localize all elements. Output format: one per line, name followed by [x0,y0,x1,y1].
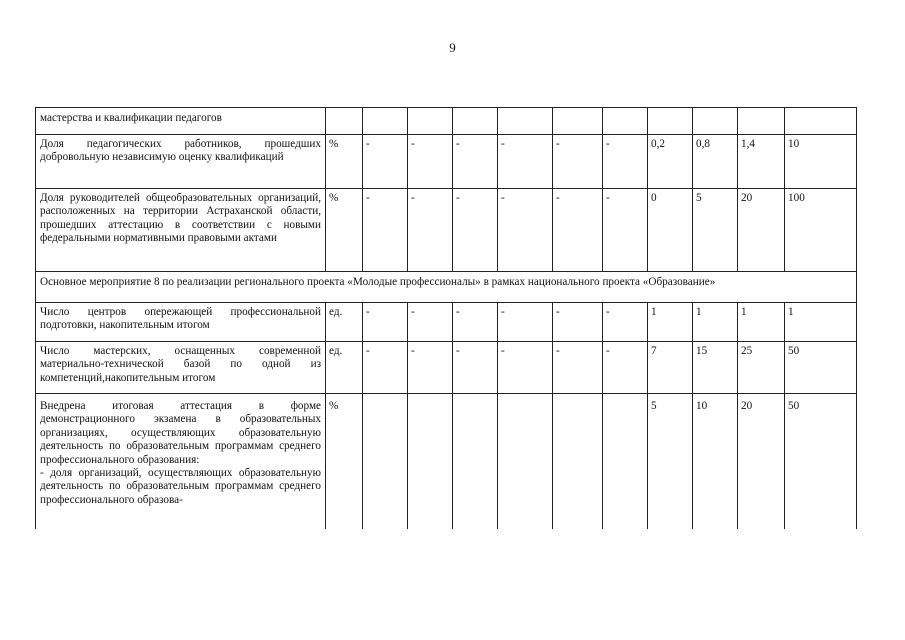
indicator-value: 1 [693,303,738,342]
indicator-unit: % [326,189,363,272]
indicator-value: - [603,189,648,272]
indicator-value: - [553,189,603,272]
indicator-value: - [603,342,648,394]
indicator-value: 50 [785,394,857,530]
indicator-description-sub: - доля организаций, осуществляющих образовательную деятельность по образовательным программам среднего профессионального образова- [40,467,321,506]
indicator-value: 20 [738,189,785,272]
indicator-value: - [408,342,453,394]
table-row [36,108,857,135]
indicator-description [36,394,326,530]
indicator-value: - [553,135,603,189]
indicator-value [363,108,408,135]
indicator-value: - [363,135,408,189]
indicator-value: - [363,189,408,272]
indicator-value [408,394,453,530]
indicator-value: 5 [693,189,738,272]
indicator-description-main: Внедрена итоговая аттестация в форме демонстрационного экзамена в образовательных организациях, осуществляющих образовательную деятельность по образовательным программам среднего профессионального образования: [40,400,321,466]
indicator-value [785,108,857,135]
indicator-value: 1 [738,303,785,342]
indicator-value [408,108,453,135]
indicator-value: - [453,189,498,272]
indicator-value [453,108,498,135]
indicator-value [603,108,648,135]
indicator-value: - [408,303,453,342]
indicator-value: - [408,189,453,272]
indicator-value: 7 [648,342,693,394]
indicator-unit: ед. [326,303,363,342]
indicator-value: 0,2 [648,135,693,189]
indicator-value [648,108,693,135]
indicator-value [603,394,648,530]
indicator-unit: % [326,135,363,189]
indicator-value: - [363,342,408,394]
indicator-value: 0 [648,189,693,272]
indicator-value: - [408,135,453,189]
indicator-value: - [603,303,648,342]
indicator-description: Доля педагогических работников, прошедших добровольную независимую оценку квалификаций [36,135,326,189]
indicator-description: Доля руководителей общеобразовательных организаций, расположенных на территории Астраханской области, прошедших аттестацию в соответствии с новыми федеральными нормативными правовыми актами [36,189,326,272]
indicator-value: 10 [693,394,738,530]
indicator-value: 1 [785,303,857,342]
indicator-value: - [603,135,648,189]
indicator-value [693,108,738,135]
indicator-unit: ед. [326,342,363,394]
indicator-value [498,394,553,530]
indicator-value: - [498,303,553,342]
indicator-value: 25 [738,342,785,394]
table-row [36,272,857,303]
table-row [36,394,857,530]
indicator-value: 1 [648,303,693,342]
indicator-value: 20 [738,394,785,530]
indicator-value: - [553,303,603,342]
indicator-value [553,108,603,135]
indicator-value: - [498,342,553,394]
indicator-value [363,394,408,530]
indicator-value: 50 [785,342,857,394]
indicator-value: - [453,135,498,189]
table-row [36,189,857,272]
indicator-value: - [453,342,498,394]
indicator-value: 1,4 [738,135,785,189]
indicators-table [35,107,857,529]
table-row [36,135,857,189]
indicator-value: 100 [785,189,857,272]
indicator-value: 0,8 [693,135,738,189]
section-heading: Основное мероприятие 8 по реализации регионального проекта «Молодые профессионалы» в рамках национального проекта «Образование» [36,272,857,303]
page-number: 9 [449,40,456,55]
indicator-value: - [453,303,498,342]
indicator-value: 5 [648,394,693,530]
indicator-description: мастерства и квалификации педагогов [36,108,326,135]
indicator-value [453,394,498,530]
indicator-value: - [498,189,553,272]
table-row [36,342,857,394]
indicator-description: Число центров опережающей профессиональной подготовки, накопительным итогом [36,303,326,342]
indicator-value: - [363,303,408,342]
indicator-value: - [553,342,603,394]
table-row [36,303,857,342]
indicator-value: 10 [785,135,857,189]
indicator-unit: % [326,394,363,530]
indicator-value [553,394,603,530]
indicator-value: 15 [693,342,738,394]
indicator-unit [326,108,363,135]
indicator-value: - [498,135,553,189]
indicator-value [738,108,785,135]
indicator-value [498,108,553,135]
indicator-description: Число мастерских, оснащенных современной материально-технической базой по одной из компетенций,накопительным итогом [36,342,326,394]
